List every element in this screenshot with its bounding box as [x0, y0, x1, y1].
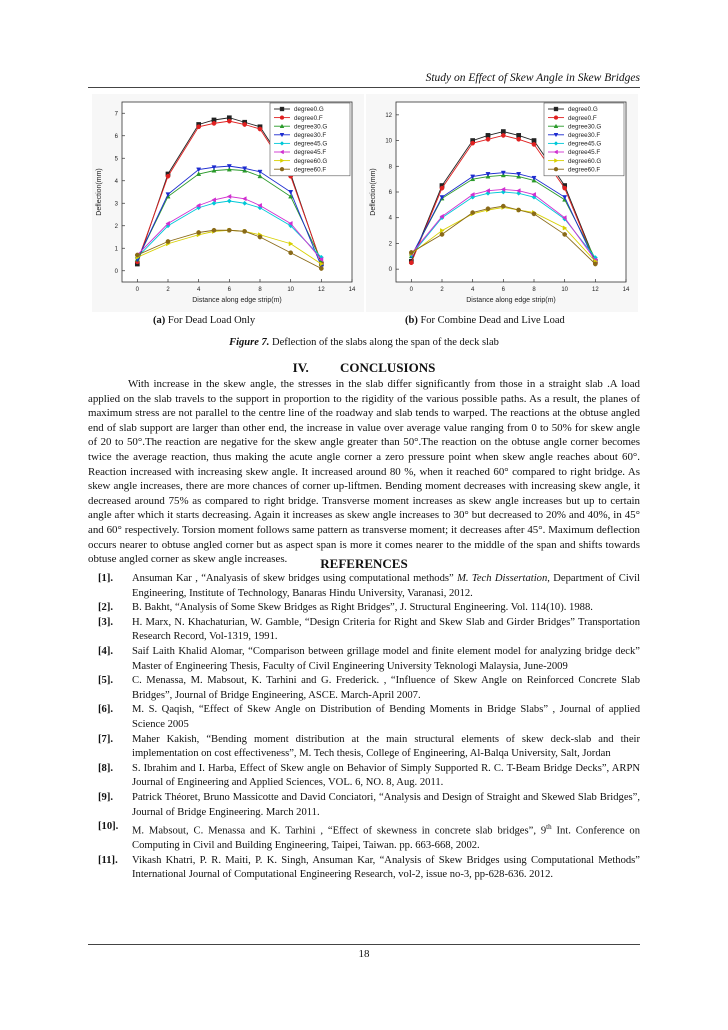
reference-text — [132, 674, 640, 703]
subcaption-b-text: For Combine Dead and Live Load — [420, 315, 565, 326]
data-point — [166, 239, 170, 243]
y-tick-label: 5 — [114, 156, 118, 163]
reference-item — [88, 854, 640, 883]
reference-text — [132, 820, 640, 854]
legend-marker — [280, 107, 284, 111]
data-point — [532, 212, 536, 216]
figure-caption — [0, 337, 728, 348]
data-point — [501, 133, 505, 137]
subcaption-a — [153, 315, 255, 326]
reference-item — [88, 572, 640, 601]
reference-text — [132, 854, 640, 883]
data-point — [517, 133, 521, 137]
data-point — [227, 228, 231, 232]
data-point — [197, 230, 201, 234]
x-tick-label: 14 — [622, 287, 630, 293]
y-tick-label: 2 — [114, 223, 118, 230]
data-point — [243, 122, 247, 126]
x-tick-label: 0 — [135, 287, 140, 293]
y-tick-label: 0 — [388, 267, 392, 274]
reference-text-main: Patrick Théoret, Bruno Massicotte and David Conciatori, “Analysis and Design of Straight and Skewed Slab Bridges”, Journal of Bridge Engineering. March 2011. — [132, 791, 640, 818]
reference-text — [132, 572, 640, 601]
data-point — [258, 235, 262, 239]
legend-label: degree0.F — [294, 114, 323, 122]
data-point — [486, 207, 490, 211]
legend-label: degree45.F — [294, 149, 327, 157]
reference-italic: M. Tech Dissertation — [457, 573, 548, 584]
data-point — [471, 141, 475, 145]
reference-number: [9]. — [98, 791, 114, 803]
references-heading: REFERENCES — [320, 556, 408, 571]
reference-text — [132, 645, 640, 674]
x-tick-label: 12 — [317, 287, 325, 293]
reference-text-main: Vikash Khatri, P. R. Maiti, P. K. Singh, Ansuman Kar, “Analysis of Skew Bridges using Computational Methods” International Journal of Computational Engineering Research, vol-2, issue no-3, pp-628-636. 2012. — [132, 854, 640, 881]
x-tick-label: 8 — [532, 287, 536, 293]
legend-label: degree0.G — [294, 106, 324, 114]
x-tick-label: 10 — [561, 287, 569, 293]
legend-label: degree45.F — [568, 149, 601, 157]
legend-label: degree30.F — [568, 132, 601, 139]
references-list — [88, 572, 640, 883]
subcaption-b-label: (b) — [405, 315, 418, 326]
legend — [544, 103, 624, 176]
data-point — [532, 142, 536, 146]
x-tick-label: 4 — [470, 287, 475, 293]
x-tick-label: 8 — [258, 287, 262, 293]
legend-marker — [554, 116, 558, 120]
reference-text-tail: , Department of Civil Engineering, Institute of Technology, Banaras Hindu University, Varanasi, 2012. — [132, 573, 640, 599]
reference-number: [7]. — [98, 733, 114, 745]
legend-label: degree0.F — [568, 114, 597, 122]
reference-item — [88, 791, 640, 820]
data-point — [197, 125, 201, 129]
data-point — [440, 232, 444, 236]
data-point — [135, 253, 139, 257]
reference-text-main: M. S. Qaqish, “Effect of Skew Angle on Distribution of Bending Moments in Bridge Slabs” , Journal of applied Science 2005 — [132, 704, 640, 730]
reference-text-main: Maher Kakish, “Bending moment distribution at the main structural elements of skew deck-slab and their implementation on cost effectiveness”, M. Tech thesis, College of Engineering, Al-Balqa University, Salt, Jordan — [132, 733, 640, 760]
reference-number: [5]. — [98, 675, 114, 687]
x-tick-label: 2 — [166, 287, 170, 293]
reference-text-main: B. Bakht, “Analysis of Some Skew Bridges as Right Bridges”, J. Structural Engineering. Vol. 114(10). 1988. — [132, 602, 593, 614]
legend-label: degree60.G — [294, 157, 328, 165]
reference-text — [132, 703, 640, 732]
x-tick-label: 2 — [440, 287, 444, 293]
y-tick-label: 4 — [114, 178, 118, 185]
y-tick-label: 2 — [388, 241, 392, 248]
x-tick-label: 4 — [196, 287, 201, 293]
x-axis-label: Distance along edge strip(m) — [466, 297, 556, 304]
y-tick-label: 6 — [388, 190, 392, 196]
chart-combined-load — [366, 94, 638, 312]
data-point — [517, 208, 521, 212]
y-tick-label: 8 — [388, 164, 392, 171]
data-point — [409, 250, 413, 254]
legend-marker — [554, 167, 558, 171]
reference-number: [3]. — [98, 616, 114, 628]
reference-item — [88, 645, 640, 674]
data-point — [319, 266, 323, 270]
reference-text-tail: Int. Conference on Computing in Civil and Building Engineering, Taipei, Taiwan. pp. 663-668, 2002. — [132, 825, 640, 852]
reference-item — [88, 601, 640, 616]
data-point — [243, 229, 247, 233]
reference-item — [88, 616, 640, 645]
legend-marker — [280, 167, 284, 171]
reference-number: [1]. — [98, 573, 114, 584]
x-tick-label: 12 — [591, 287, 599, 293]
y-axis-label: Deflection(mm) — [96, 168, 103, 216]
reference-item — [88, 733, 640, 762]
reference-text — [132, 791, 640, 820]
legend-label: degree30.G — [568, 123, 602, 131]
figure-caption-text: Deflection of the slabs along the span of the deck slab — [272, 337, 499, 348]
legend-label: degree30.G — [294, 123, 328, 131]
chart-dead-load — [92, 94, 364, 312]
data-point — [593, 262, 597, 266]
reference-text — [132, 733, 640, 762]
y-tick-label: 3 — [114, 201, 118, 208]
legend-label: degree60.G — [568, 157, 602, 165]
subcaption-b — [405, 315, 565, 326]
page-number: 18 — [358, 948, 370, 960]
data-point — [486, 137, 490, 141]
y-tick-label: 0 — [114, 268, 118, 275]
reference-text-main: H. Marx, N. Khachaturian, W. Gamble, “Design Criteria for Right and Skew Slab and Girder Bridges” Transportation Research Record, Vol-1319, 1991. — [132, 616, 640, 643]
x-axis-label: Distance along edge strip(m) — [192, 297, 282, 304]
header-rule — [88, 87, 640, 88]
subcaption-a-text: For Dead Load Only — [167, 315, 256, 326]
y-tick-label: 4 — [388, 215, 392, 222]
x-tick-label: 10 — [287, 287, 295, 293]
section-title: CONCLUSIONS — [339, 360, 436, 375]
reference-item — [88, 762, 640, 791]
legend-marker — [554, 107, 558, 111]
data-point — [563, 186, 567, 190]
legend-label: degree0.G — [568, 106, 598, 114]
legend-marker — [280, 116, 284, 120]
data-point — [166, 174, 170, 178]
data-point — [409, 261, 413, 265]
data-point — [258, 127, 262, 131]
legend-label: degree45.G — [568, 140, 602, 148]
reference-text — [132, 762, 640, 791]
y-tick-label: 7 — [114, 111, 118, 118]
data-point — [486, 133, 490, 137]
data-point — [212, 121, 216, 125]
reference-item — [88, 674, 640, 703]
running-header: Study on Effect of Skew Angle in Skew Bridges — [425, 72, 640, 84]
legend-label: degree30.F — [294, 132, 327, 139]
reference-number: [8]. — [98, 762, 114, 774]
reference-text-main: Saif Laith Khalid Alomar, “Comparison between grillage model and finite element model for analyzing bridge deck” Master of Engineering Thesis, Faculty of Civil Engineering University Teknologi Malaysia, June-2009 — [132, 645, 640, 672]
y-tick-label: 6 — [114, 133, 118, 140]
reference-text-main: M. Mabsout, C. Menassa and K. Tarhini , “Effect of skewness in concrete slab bridges”, 9 — [132, 825, 547, 837]
data-point — [440, 186, 444, 190]
data-point — [563, 232, 567, 236]
data-point — [501, 129, 505, 133]
reference-item — [88, 703, 640, 732]
reference-item — [88, 820, 640, 854]
y-tick-label: 1 — [114, 246, 118, 253]
data-point — [501, 204, 505, 208]
figure-label: Figure 7. — [229, 337, 270, 348]
x-tick-label: 6 — [227, 287, 232, 293]
reference-text-main: C. Menassa, M. Mabsout, K. Tarhini and G. Frederick. , “Influence of Skew Angle on Reinforced Concrete Slab Bridges”, Journal of Bridge Engineering, ASCE. March-April 2007. — [132, 675, 640, 701]
legend-label: degree45.G — [294, 140, 328, 148]
data-point — [517, 137, 521, 141]
legend-label: degree60.F — [294, 166, 327, 174]
y-axis-label: Deflection(mm) — [370, 168, 377, 216]
y-tick-label: 10 — [385, 138, 392, 145]
footer-rule — [88, 944, 640, 945]
reference-number: [2]. — [98, 602, 114, 614]
subcaption-a-label: (a) — [153, 315, 166, 326]
conclusions-paragraph: With increase in the skew angle, the stresses in the slab differ significantly from those in a straight slab .A load applied on the slab travels to the support in proportion to the rigidity of the various possible paths. As a result, the planes of maximum stress are not parallel to the centre line of the roadway and slab tends to warped. The reactions at the obtuse angled end of slab support are larger than other end, the increase in value over average value ranging from 0 to 50% for skew angle of 20 to 50°.The reaction are negative for the skew angle greater than 50°.The reaction on the obtuse angle corner becomes twice the average reaction, thus making the acute angle corner a zero pressure point when skew angle reaches about 60°. Reaction increased with increasing skew angle. It increased around 80 %, when it reached 60° compared to right bridge. As skew angle increases, there are more chances of corner up-liftmen. Bending moment decreases with increasing skew angle, it decreased around 75% as compared to right bridge. Transverse moment increases as skew angle increases but up to certain angle after which it starts decreasing. Again it increases as skew angle increases to 30° but decreased to 20% and 40%, in 45° and 60° respectively. Torsion moment follows same pattern as transverse moment; it decreases after 45°. Maximum deflection occurs nearer to obtuse angled corner but as aspect span is more it comes nearer to the middle of the span and shifts towards obtuse angled corner as skew angle increases. — [88, 378, 640, 566]
chart-dead-load-svg — [92, 94, 364, 312]
reference-number: [4]. — [98, 645, 114, 657]
reference-text — [132, 601, 640, 616]
legend-label: degree60.F — [568, 166, 601, 174]
x-tick-label: 14 — [348, 287, 356, 293]
reference-number: [6]. — [98, 704, 114, 716]
section-heading — [0, 360, 728, 376]
reference-text-main: Ansuman Kar , “Analyasis of skew bridges using computational methods” — [132, 573, 458, 584]
section-number: IV. — [292, 360, 309, 375]
data-point — [532, 138, 536, 142]
reference-superscript: th — [546, 823, 552, 832]
reference-number: [10]. — [98, 821, 119, 833]
reference-number: [11]. — [98, 854, 118, 866]
x-tick-label: 6 — [501, 287, 506, 293]
data-point — [212, 228, 216, 232]
chart-combined-load-svg — [366, 94, 638, 312]
legend — [270, 103, 350, 176]
reference-text-main: S. Ibrahim and I. Harba, Effect of Skew angle on Behavior of Simply Supported R. C. T-Beam Bridge Decks”, ARPN Journal of Engineering and Applied Sciences, VOL. 6, NO. 8, Aug. 2011. — [132, 762, 640, 789]
y-tick-label: 12 — [385, 112, 392, 119]
data-point — [289, 251, 293, 255]
data-point — [471, 210, 475, 214]
reference-text — [132, 616, 640, 645]
x-tick-label: 0 — [409, 287, 414, 293]
data-point — [227, 119, 231, 123]
